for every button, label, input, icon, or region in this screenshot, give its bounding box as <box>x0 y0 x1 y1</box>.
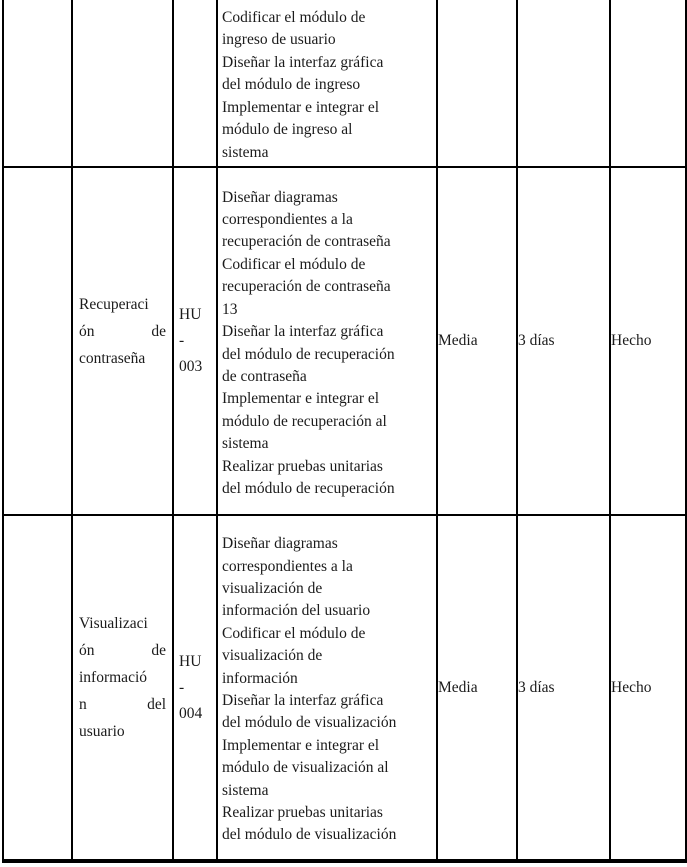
cell-tasks <box>217 0 437 167</box>
text-line: Diseñar diagramas <box>222 535 338 553</box>
priority-value: Media <box>438 332 478 349</box>
tasks-text <box>218 528 436 847</box>
cell-empty <box>3 167 72 515</box>
text-line: correspondientes a la <box>222 211 353 229</box>
text-line: 004 <box>179 704 203 722</box>
text-line: del módulo de recuperación <box>222 479 395 497</box>
text-line: del módulo de ingreso <box>222 76 361 94</box>
text-line: de contraseña <box>222 367 307 385</box>
text-line: n del <box>79 696 166 713</box>
text-line: módulo de recuperación al <box>222 412 387 430</box>
priority-value: Media <box>438 678 478 696</box>
cell-priority <box>437 515 517 861</box>
text-line: HU <box>179 306 202 323</box>
cell-duration <box>517 515 610 861</box>
cell-tasks <box>217 515 437 861</box>
text-line: Diseñar diagramas <box>222 188 338 206</box>
text-line: del módulo de recuperación <box>222 345 395 363</box>
cell-duration <box>517 167 610 515</box>
text-line: información del usuario <box>222 602 371 620</box>
cell-story-name <box>72 0 173 167</box>
table-row <box>3 167 686 515</box>
text-line: Realizar pruebas unitarias <box>222 457 383 475</box>
text-line: Recuperaci <box>79 295 149 313</box>
cell-story-id <box>173 515 217 861</box>
cell-story-name <box>72 515 173 861</box>
text-line: sistema <box>222 435 269 453</box>
cell-priority <box>437 167 517 515</box>
story-name-text <box>73 291 172 392</box>
tasks-text <box>218 182 436 501</box>
text-line: Implementar e integrar el <box>222 98 380 116</box>
text-line: ón de <box>79 642 166 659</box>
text-line: del módulo de visualización <box>222 826 397 844</box>
text-line: Codificar el módulo de <box>222 9 366 27</box>
text-line: ón de <box>79 322 166 340</box>
cell-story-name <box>72 167 173 515</box>
text-line: sistema <box>222 143 269 161</box>
text-line: Visualizaci <box>79 615 148 632</box>
cell-story-id <box>173 167 217 515</box>
table-row <box>3 0 686 167</box>
duration-value: 3 días <box>518 678 555 696</box>
text-line: 003 <box>179 358 203 375</box>
text-line: módulo de ingreso al <box>222 121 353 139</box>
text-line: - <box>179 678 185 696</box>
text-line: visualización de <box>222 579 323 597</box>
text-line: visualización de <box>222 647 323 665</box>
user-stories-table <box>2 0 687 863</box>
cell-empty <box>3 515 72 861</box>
text-line: información <box>222 669 298 687</box>
text-line: correspondientes a la <box>222 557 353 575</box>
duration-value: 3 días <box>518 332 555 349</box>
cell-status <box>610 515 686 861</box>
status-value: Hecho <box>611 332 652 349</box>
text-line: HU <box>179 652 202 670</box>
text-line: Diseñar la interfaz gráfica <box>222 53 384 71</box>
cell-empty <box>3 0 72 167</box>
tasks-text <box>218 2 436 164</box>
cell-priority <box>437 0 517 167</box>
text-line: sistema <box>222 781 269 799</box>
text-line: informació <box>79 669 148 686</box>
text-line: Codificar el módulo de <box>222 624 366 642</box>
text-line: Diseñar la interfaz gráfica <box>222 692 384 709</box>
text-line: módulo de visualización al <box>222 759 389 777</box>
text-line: Diseñar la interfaz gráfica <box>222 323 384 341</box>
text-line: Realizar pruebas unitarias <box>222 804 383 822</box>
text-line: recuperación de contraseña <box>222 278 391 296</box>
text-line: del módulo de visualización <box>222 714 397 732</box>
story-id-text <box>174 302 216 380</box>
text-line: usuario <box>79 723 125 740</box>
text-line: - <box>179 332 185 349</box>
table-row <box>3 515 686 861</box>
cell-status <box>610 167 686 515</box>
text-line: 13 <box>222 300 238 318</box>
text-line: recuperación de contraseña <box>222 233 391 251</box>
story-id-text <box>174 649 216 727</box>
cell-tasks <box>217 167 437 515</box>
cell-status <box>610 0 686 167</box>
text-line: ingreso de usuario <box>222 31 336 49</box>
story-name-text <box>73 610 172 765</box>
cell-story-id <box>173 0 217 167</box>
text-line: Codificar el módulo de <box>222 255 366 273</box>
status-value: Hecho <box>611 678 652 696</box>
text-line: Implementar e integrar el <box>222 736 380 754</box>
cell-duration <box>517 0 610 167</box>
text-line: contraseña <box>79 349 146 367</box>
text-line: Implementar e integrar el <box>222 390 380 408</box>
